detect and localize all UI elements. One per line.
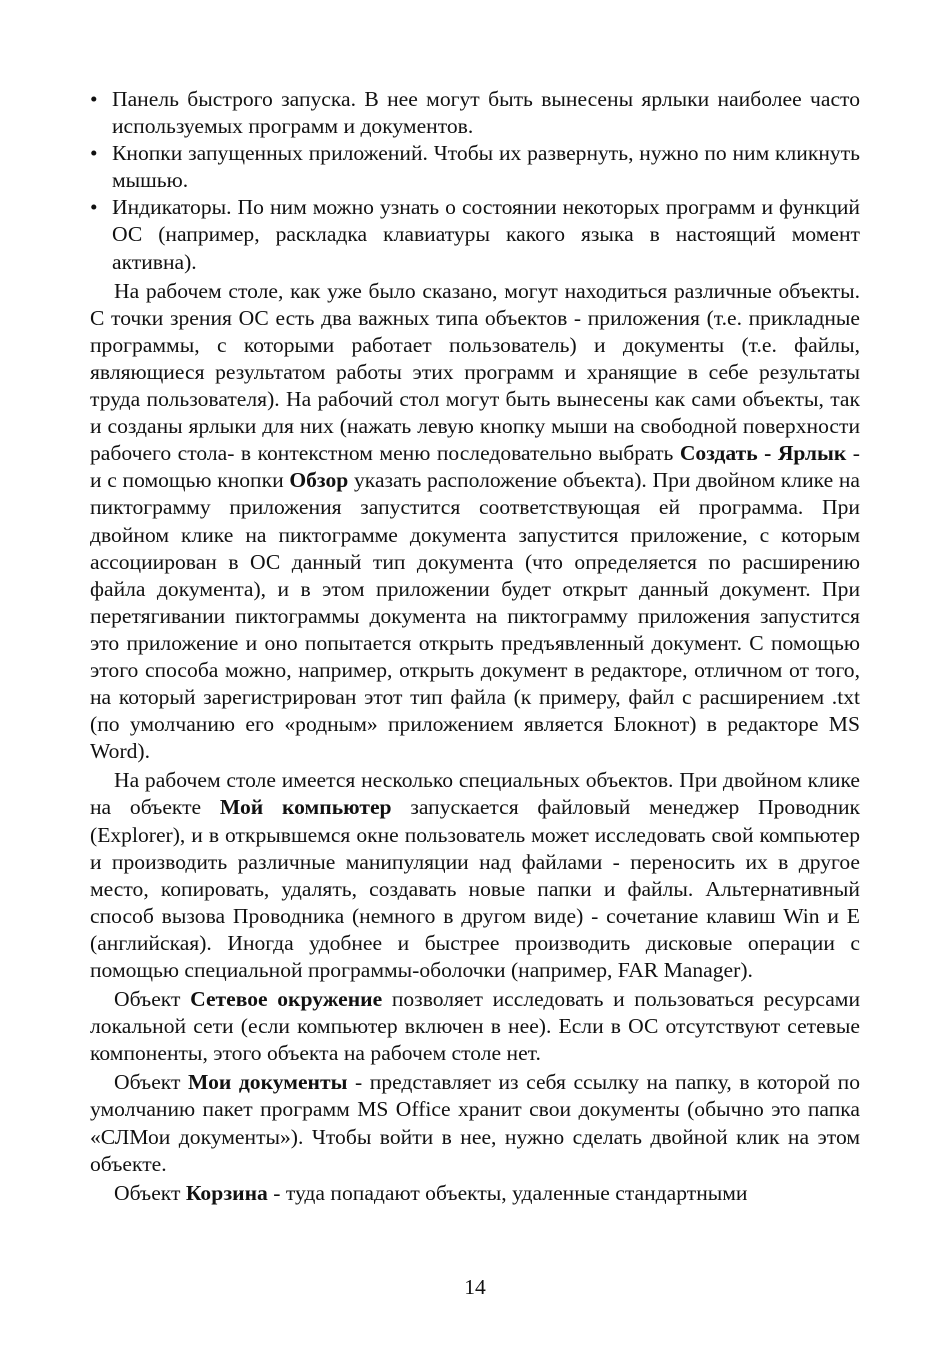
paragraph-text: - и с помощью кнопки [90, 441, 860, 493]
paragraph-text: На рабочем столе имеется несколько специальных объектов. При двойном клике на объекте [90, 768, 860, 820]
paragraph-text: На рабочем столе, как уже было сказано, могут находиться различные объекты. С точки зрения ОС есть два важных типа объектов - приложения (т.е. прикладные программы, с которыми работает пользователь) и документы (т.е. файлы, являющиеся результатом работы этих программ и хранящие в себе результаты труда пользователя). На рабочий стол могут быть вынесены как сами объекты, так и созданы ярлыки для них (нажать левую кнопку мыши на свободной поверхности рабочего стола- в контекстном меню последовательно выбрать [90, 278, 860, 466]
list-item-text: Панель быстрого запуска. В нее могут быть вынесены ярлыки наиболее часто используемых программ и документов. [112, 87, 860, 139]
bold-term-my-documents: Мои документы [188, 1070, 348, 1095]
paragraph-special-objects [90, 767, 860, 984]
paragraph-text: - туда попадают объекты, удаленные стандартными [267, 1180, 748, 1205]
paragraph-recycle-bin [90, 1180, 860, 1207]
paragraph-text: запускается файловый менеджер Проводник (Explorer), и в открывшемся окне пользователь может исследовать свой компьютер и производить различные манипуляции над файлами - переносить их в другое место, копировать, удалять, создавать новые папки и файлы. Альтернативный способ вызова Проводника (немного в другом виде) - сочетание клавиш Win и E (английская). Иногда удобнее и быстрее производить дисковые операции с помощью специальной программы-оболочки (например, FAR Manager). [90, 795, 861, 982]
bullet-marker: • [90, 87, 98, 111]
paragraph-network [90, 986, 860, 1067]
list-item [90, 86, 860, 140]
paragraph-text: Объект [114, 1070, 188, 1095]
bold-term-browse: Обзор [289, 468, 349, 493]
paragraph-text: позволяет исследовать и пользоваться ресурсами локальной сети (если компьютер включен в нее). Если в ОС отсутствуют сетевые компоненты, этого объекта на рабочем столе нет. [90, 987, 861, 1066]
bold-term-my-computer: Мой компьютер [219, 795, 392, 820]
list-item [90, 194, 860, 275]
list-item [90, 140, 860, 194]
page-body [90, 86, 860, 1207]
paragraph-text: - представляет из себя ссылку на папку, в которой по умолчанию пакет программ MS Office хранит свои документы (обычно это папка «СЛМои документы»). Чтобы войти в нее, нужно сделать двойной клик на этом объекте. [90, 1070, 861, 1176]
paragraph-text: указать расположение объекта). При двойном клике на пиктограмму приложения запустится соответствующая ей программа. При двойном клике на пиктограмме документа запустится приложение, с которым ассоциирован в ОС данный тип документа (что определяется по расширению файла документа), и в этом приложении будет открыт данный документ. При перетягивании пиктограммы документа на пиктограмму приложения запустится это приложение и оно попытается открыть предъявленный документ. С помощью этого способа можно, например, открыть документ в редакторе, отличном от того, на который зарегистрирован этот тип файла (к примеру, файл с расширением .txt (по умолчанию его «родным» приложением является Блокнот) в редакторе MS Word). [90, 468, 860, 764]
bullet-marker: • [90, 195, 98, 220]
bullet-marker: • [90, 141, 98, 166]
bold-term-create-shortcut: Создать - Ярлык [679, 441, 847, 466]
page-number: 14 [464, 1275, 486, 1299]
paragraph-my-documents [90, 1069, 860, 1177]
list-item-text: Индикаторы. По ним можно узнать о состоянии некоторых программ и функций ОС (например, раскладка клавиатуры какого языка в настоящий момент активна). [112, 195, 860, 274]
list-item-text: Кнопки запущенных приложений. Чтобы их развернуть, нужно по ним кликнуть мышью. [112, 141, 860, 193]
bold-term-recycle-bin: Корзина [185, 1180, 268, 1205]
paragraph-desktop-objects [90, 278, 860, 766]
bullet-list [90, 86, 860, 276]
paragraph-text: Объект [114, 987, 191, 1012]
paragraph-text: Объект [114, 1180, 186, 1205]
bold-term-network: Сетевое окружение [190, 987, 383, 1012]
